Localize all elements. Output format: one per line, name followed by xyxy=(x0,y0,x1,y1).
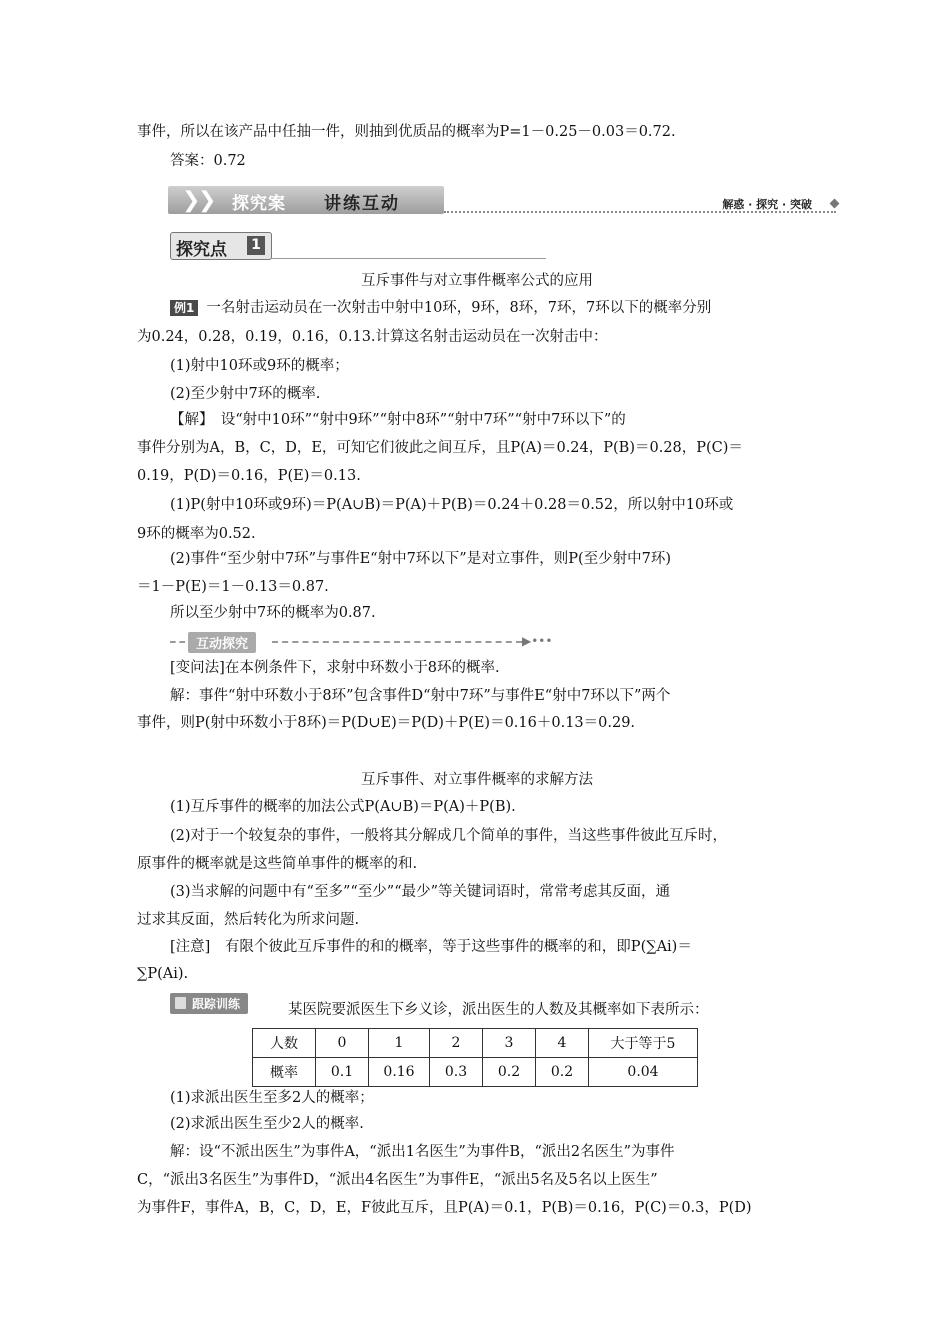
training-line: (2)求派出医生至少2人的概率. xyxy=(170,1116,364,1132)
interactive-label: 互动探究 xyxy=(188,632,256,653)
table-cell: 0.16 xyxy=(369,1058,430,1087)
dash-rule xyxy=(272,641,522,643)
diamond-icon xyxy=(830,199,840,209)
training-line: 解：设“不派出医生”为事件A，“派出1名医生”为事件B，“派出2名医生”为事件 xyxy=(170,1144,675,1160)
interactive-line: 解：事件“射中环数小于8环”包含事件D“射中7环”与事件E“射中7环以下”两个 xyxy=(170,688,671,704)
section-label: 探究点 xyxy=(176,240,227,260)
table-cell: 0.3 xyxy=(430,1058,483,1087)
table-cell: 0.2 xyxy=(483,1058,536,1087)
method-line: 原事件的概率就是这些简单事件的概率的和. xyxy=(137,856,418,872)
table-row xyxy=(253,1029,698,1058)
training-intro: 某医院要派医生下乡义诊，派出医生的人数及其概率如下表所示： xyxy=(288,1002,709,1018)
banner-title-a: 探究案 xyxy=(232,194,286,214)
table-row xyxy=(253,1058,698,1087)
method-line: [注意] 有限个彼此互斥事件的和的概率，等于这些事件的概率的和，即P(∑Ai)＝ xyxy=(170,939,692,955)
training-line: (1)求派出医生至多2人的概率； xyxy=(170,1090,374,1106)
table-cell: 0.04 xyxy=(589,1058,698,1087)
dash-rule xyxy=(170,641,185,643)
table-cell: 人数 xyxy=(253,1029,316,1058)
chevron-icon: ❯ xyxy=(182,188,201,213)
answer-line: 答案：0.72 xyxy=(170,153,246,169)
example-line: 为0.24，0.28，0.19，0.16，0.13.计算这名射击运动员在一次射击中： xyxy=(137,329,608,345)
probability-table xyxy=(252,1028,698,1087)
text-line: 事件，所以在该产品中任抽一件，则抽到优质品的概率为P=1－0.25－0.03＝0.72. xyxy=(137,124,676,140)
table-cell: 4 xyxy=(536,1029,589,1058)
banner-title-b: 讲练互动 xyxy=(324,194,400,214)
training-line: C，“派出3名医生”为事件D，“派出4名医生”为事件E，“派出5名及5名以上医生” xyxy=(137,1172,658,1188)
chevron-icon: ❯ xyxy=(198,188,217,213)
interactive-line: [变问法]在本例条件下，求射中环数小于8环的概率. xyxy=(170,660,500,676)
solution-line: (2)事件“至少射中7环”与事件E“射中7环以下”是对立事件，则P(至少射中7环) xyxy=(170,551,672,567)
method-line: ∑P(Ai). xyxy=(137,966,189,982)
section-title: 互斥事件与对立事件概率公式的应用 xyxy=(361,273,593,289)
example-line xyxy=(170,298,820,318)
training-label-box xyxy=(170,993,270,1013)
method-line: (1)互斥事件的概率的加法公式P(A∪B)＝P(A)＋P(B). xyxy=(170,799,516,815)
table-cell: 概率 xyxy=(253,1058,316,1087)
solution-line: 事件分别为A，B，C，D，E，可知它们彼此之间互斥，且P(A)＝0.24，P(B)＝0.28，P(C)＝ xyxy=(137,440,743,456)
example-tag: 例1 xyxy=(170,300,198,316)
solution-line: 0.19，P(D)＝0.16，P(E)＝0.13. xyxy=(137,468,361,484)
solution-line: ＝1－P(E)＝1－0.13＝0.87. xyxy=(137,579,329,595)
method-line: (2)对于一个较复杂的事件，一般将其分解成几个简单的事件，当这些事件彼此互斥时， xyxy=(170,828,728,844)
example-line: (2)至少射中7环的概率. xyxy=(170,386,321,402)
notebook-icon xyxy=(175,997,186,1009)
table-cell: 0 xyxy=(316,1029,369,1058)
table-cell: 2 xyxy=(430,1029,483,1058)
section-label-box xyxy=(170,232,272,260)
table-cell: 0.2 xyxy=(536,1058,589,1087)
method-line: (3)当求解的问题中有“至多”“至少”“最少”等关键词语时，常常考虑其反面，通 xyxy=(170,884,671,900)
method-line: 过求其反面，然后转化为所求问题. xyxy=(137,912,360,928)
interactive-divider xyxy=(170,632,553,652)
solution-line: 所以至少射中7环的概率为0.87. xyxy=(170,605,376,621)
method-title: 互斥事件、对立事件概率的求解方法 xyxy=(361,772,593,788)
table-cell: 1 xyxy=(369,1029,430,1058)
table-cell: 3 xyxy=(483,1029,536,1058)
arrow-icon: ▶••• xyxy=(522,634,553,648)
example-text: 一名射击运动员在一次射击中射中10环，9环，8环，7环，7环以下的概率分别 xyxy=(206,300,712,316)
banner-right-text: 解惑 · 探究 · 突破 xyxy=(722,198,812,211)
section-rule xyxy=(270,258,546,259)
section-number: 1 xyxy=(247,236,265,255)
table-cell: 大于等于5 xyxy=(589,1029,698,1058)
solution-line: (1)P(射中10环或9环)＝P(A∪B)＝P(A)＋P(B)＝0.24＋0.28＝0.52，所以射中10环或 xyxy=(170,497,734,513)
solution-line: 9环的概率为0.52. xyxy=(137,526,256,542)
example-line: (1)射中10环或9环的概率； xyxy=(170,358,349,374)
training-line: 为事件F，事件A，B，C，D，E，F彼此互斥，且P(A)＝0.1，P(B)＝0.16，P(C)＝0.3，P(D) xyxy=(137,1200,752,1216)
section-banner xyxy=(168,186,840,216)
solution-line: 【解】 设“射中10环”“射中9环”“射中8环”“射中7环”“射中7环以下”的 xyxy=(170,412,626,428)
interactive-line: 事件，则P(射中环数小于8环)＝P(D∪E)＝P(D)＋P(E)＝0.16＋0.13＝0.29. xyxy=(137,715,636,731)
training-label: 跟踪训练 xyxy=(170,993,248,1014)
table-cell: 0.1 xyxy=(316,1058,369,1087)
